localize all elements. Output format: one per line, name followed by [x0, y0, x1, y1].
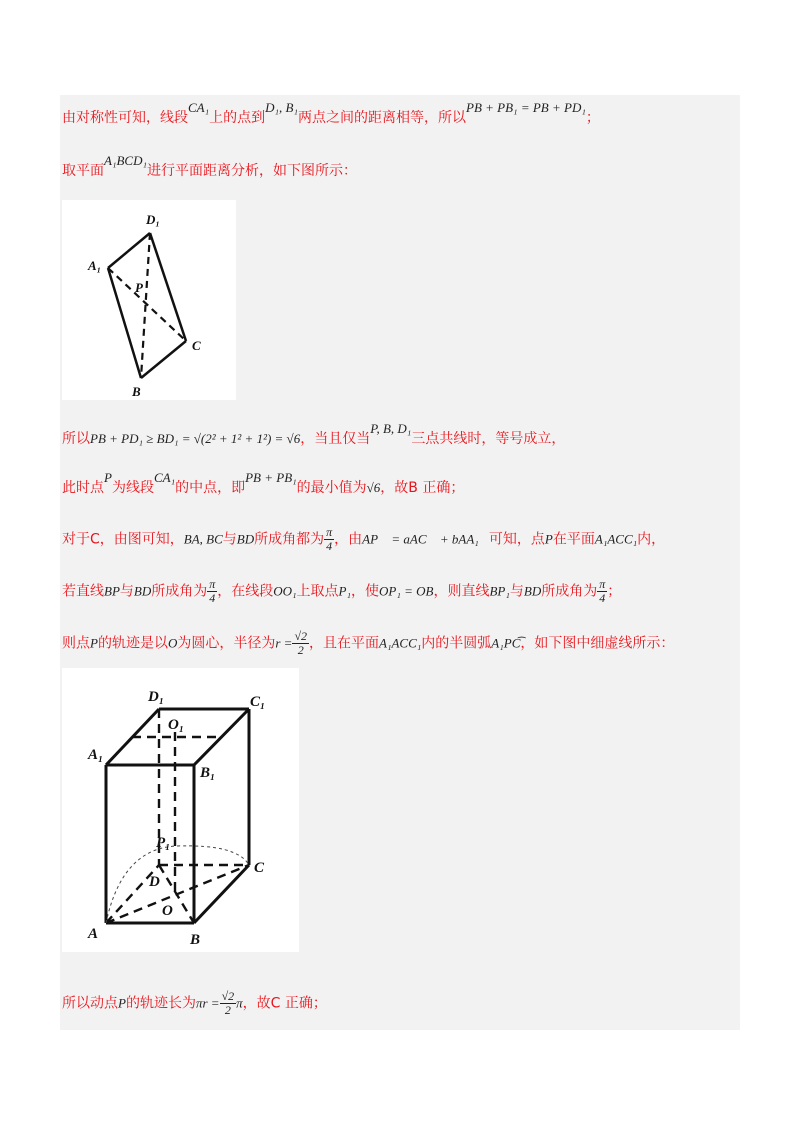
edge-c-d1 — [150, 233, 186, 341]
edge-b-c — [194, 865, 249, 923]
text: 所以动点 — [62, 995, 118, 1012]
math-expression: P₁ — [338, 583, 352, 599]
edge-a1-d1 — [108, 233, 150, 268]
diagonal-d1-b — [141, 233, 150, 378]
text: 所成角为 — [151, 583, 208, 600]
math-expression: PB + PD₁ ≥ BD₁ = √(2² + 1² + 1²) = √6 — [90, 431, 301, 446]
math-expression: PB + PB₁ = PB + PD₁ — [466, 100, 586, 115]
math-expression: OO₁ — [273, 583, 297, 599]
math-expression: BP — [104, 583, 120, 599]
text: ，在线段 — [217, 583, 274, 600]
text: 所成角都为 — [254, 531, 325, 548]
fraction-sqrt2-over-2 — [292, 630, 309, 657]
math-expression: O — [167, 635, 178, 651]
text: 的轨迹是以 — [97, 635, 168, 652]
label-c1: C₁ — [250, 694, 266, 710]
fraction-denominator: 2 — [224, 1003, 231, 1017]
text: ，使 — [351, 583, 380, 600]
math-expression: A₁ACC₁ — [594, 531, 638, 547]
text-line-6 — [62, 578, 621, 605]
math-expression: √6 — [366, 480, 381, 495]
fraction-numerator: π — [209, 577, 216, 591]
text: ，故B 正确； — [380, 480, 465, 496]
math-expression: BA, BC — [183, 531, 223, 547]
math-expression: BD — [236, 531, 255, 547]
text: 内的半圆弧 — [421, 635, 492, 652]
label-b: B — [190, 932, 201, 948]
math-expression: PB + PB₁ — [245, 470, 297, 485]
math-expression: BP₁ — [489, 583, 510, 599]
text: 进行平面距离分析，如下图所示： — [146, 163, 357, 179]
fraction-numerator: π — [599, 577, 606, 591]
label-a: A — [88, 926, 99, 942]
text-line-2 — [62, 153, 357, 180]
text: ，当且仅当 — [300, 431, 371, 447]
math-expression: A₁ACC₁ — [379, 635, 422, 651]
text: 与 — [222, 531, 237, 548]
text: ，故C 正确； — [242, 995, 327, 1012]
text: 上取点 — [296, 583, 339, 600]
text: ，由 — [334, 531, 363, 548]
math-expression: P — [544, 531, 553, 547]
text: 由对称性可知，线段 — [62, 110, 188, 126]
label-o1: O₁ — [168, 717, 185, 733]
text: 三点共线时，等号成立， — [411, 431, 566, 447]
label-d1: D₁ — [146, 212, 160, 227]
fraction-pi-over-4 — [324, 526, 334, 553]
fraction-denominator: 4 — [209, 591, 216, 605]
text: 则点 — [62, 635, 90, 652]
text: 的轨迹长为 — [125, 995, 196, 1012]
label-b: B — [132, 384, 141, 399]
text: ，如下图中细虚线所示： — [520, 635, 675, 652]
text: 为线段 — [111, 480, 154, 496]
label-a1: A₁ — [88, 258, 102, 273]
math-expression: OP₁ = OB — [379, 583, 434, 599]
label-d: D — [149, 874, 160, 890]
edge-b-c — [141, 341, 186, 378]
math-expression: P, B, D₁ — [370, 421, 412, 436]
text: 为圆心，半径为 — [177, 635, 276, 652]
math-expression: AP⃗ = aAC⃗ + bAA₁⃗ — [362, 531, 489, 547]
label-p1: P₁ — [156, 835, 171, 851]
fraction-denominator: 4 — [599, 591, 606, 605]
text: 取平面 — [62, 163, 104, 179]
label-c: C — [192, 338, 201, 353]
label-c: C — [254, 860, 265, 876]
text: 上的点到 — [209, 110, 266, 126]
text: ，则直线 — [433, 583, 490, 600]
label-b1: B₁ — [200, 765, 216, 781]
text: 此时点 — [62, 480, 104, 496]
math-expression: π — [236, 995, 243, 1011]
fraction-pi-over-4 — [207, 578, 217, 605]
text: ，且在平面 — [309, 635, 380, 652]
text-line-7 — [62, 630, 674, 657]
math-expression: CA₁ — [153, 470, 176, 485]
text-line-4 — [62, 470, 465, 497]
text: 的最小值为 — [296, 480, 367, 496]
math-expression: BD — [523, 583, 542, 599]
label-d1: D₁ — [148, 689, 165, 705]
text: ； — [607, 583, 622, 600]
fraction-numerator: √2 — [221, 989, 235, 1003]
math-expression: P — [118, 995, 126, 1011]
fraction-sqrt2-over-2 — [220, 990, 237, 1017]
text: 内， — [637, 531, 666, 548]
text-line-1 — [62, 100, 600, 127]
text-line-8 — [62, 990, 327, 1017]
math-expression: D₁, B₁ — [265, 100, 299, 115]
edge-b1-c1 — [194, 709, 249, 765]
text: 与 — [509, 583, 524, 600]
semicircle-arc — [106, 846, 249, 923]
math-expression: P — [90, 635, 98, 651]
text: 的中点，即 — [175, 480, 246, 496]
label-a1: A₁ — [88, 747, 104, 763]
fraction-denominator: 4 — [326, 539, 333, 553]
math-expression: πr = — [195, 995, 220, 1011]
text: ； — [585, 110, 600, 126]
text: 所以 — [62, 431, 90, 447]
figure-cuboid — [62, 668, 299, 952]
text: 两点之间的距离相等，所以 — [298, 110, 467, 126]
fraction-denominator: 2 — [297, 643, 304, 657]
text-line-3 — [62, 421, 566, 448]
figure-plane-a1bcd1 — [62, 200, 236, 400]
math-expression: CA₁ — [188, 100, 210, 115]
fraction-numerator: π — [326, 525, 333, 539]
figure-1-svg — [62, 200, 236, 400]
math-expression: BD — [133, 583, 152, 599]
text: 若直线 — [62, 583, 104, 600]
math-expression: r = — [275, 635, 293, 651]
text: 所成角为 — [541, 583, 598, 600]
text: 在平面 — [552, 531, 595, 548]
figure-2-svg — [62, 668, 299, 952]
text: 对于C，由图可知， — [62, 531, 184, 548]
label-p: P — [135, 280, 143, 295]
fraction-pi-over-4 — [597, 578, 607, 605]
label-o: O — [162, 903, 173, 919]
math-expression: A₁PC͡ — [491, 635, 521, 651]
text: 可知，点 — [488, 531, 545, 548]
math-expression: P — [104, 470, 112, 485]
fraction-numerator: √2 — [294, 629, 308, 643]
text-line-5 — [62, 526, 665, 553]
text: 与 — [119, 583, 134, 600]
math-expression: A₁BCD₁ — [104, 153, 147, 168]
